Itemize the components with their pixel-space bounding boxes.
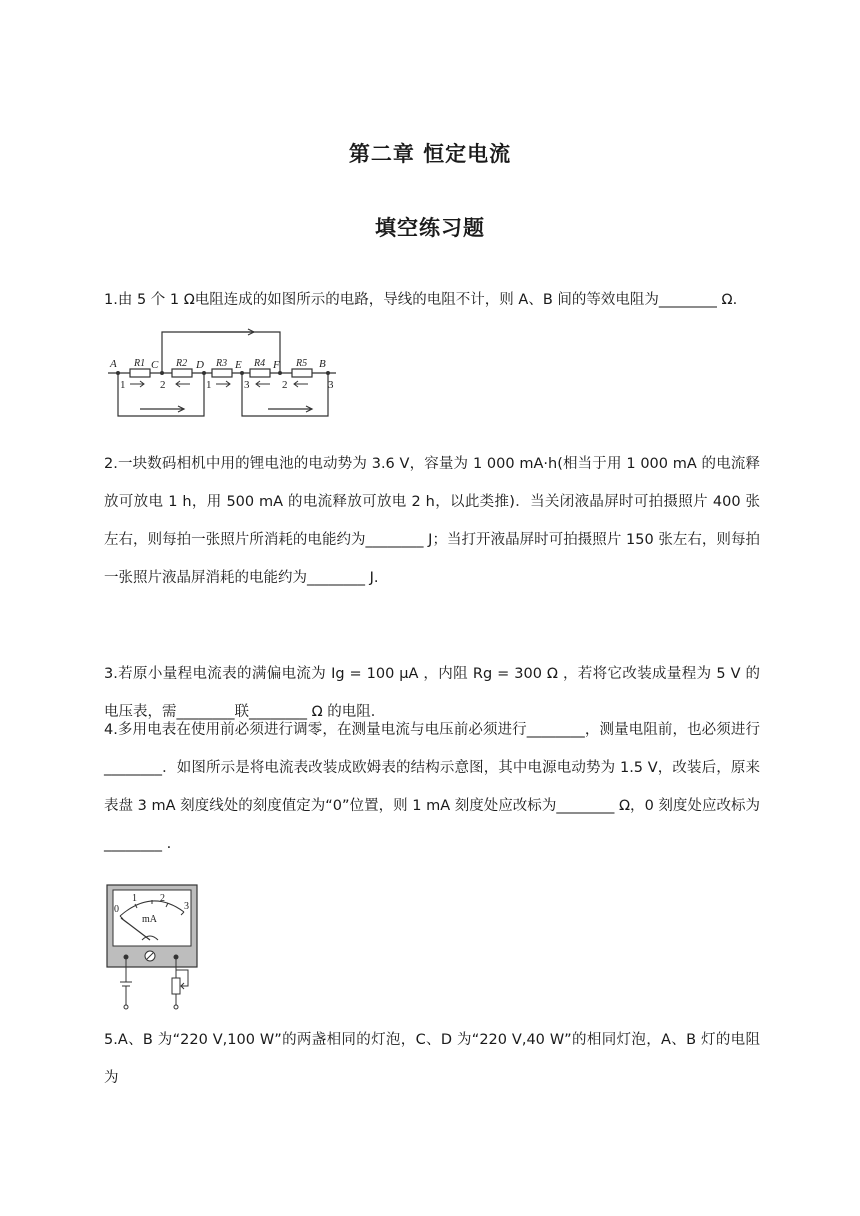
node-label-c: C xyxy=(151,359,159,371)
current-label-6: 3 xyxy=(328,379,334,391)
meter-scale-1: 1 xyxy=(132,893,137,904)
meter-scale-2: 2 xyxy=(160,893,165,904)
resistor-r2 xyxy=(172,369,192,377)
resistor-label-r5: R5 xyxy=(296,358,308,369)
current-label-2: 2 xyxy=(160,379,166,391)
question-3: 3.若原小量程电流表的满偏电流为 Ig = 100 μA ，内阻 Rg = 300 Ω ，若将它改装成量程为 5 V 的电压表，需________联________ Ω 的电阻． xyxy=(104,666,760,720)
meter-diagram xyxy=(104,882,200,1012)
meter-scale-3: 3 xyxy=(184,901,189,912)
node-label-f: F xyxy=(273,359,280,371)
resistor-label-r4: R4 xyxy=(254,358,266,369)
resistor-label-r2: R2 xyxy=(176,358,188,369)
question-4: 4.多用电表在使用前必须进行调零，在测量电流与电压前必须进行________，测量电阻前，也必须进行________．如图所示是将电流表改装成欧姆表的结构示意图，其中电源电动势为 1.5 V，改装后，原来表盘 3 mA 刻度线处的刻度值定为“0”位置，则 1 mA 刻度处应改标为________ Ω，0 刻度处应改标为________ . xyxy=(104,722,760,852)
resistor-label-r1: R1 xyxy=(134,358,146,369)
question-5: 5.A、B 为“220 V,100 W”的两盏相同的灯泡，C、D 为“220 V,40 W”的相同灯泡，A、B 灯的电阻为 xyxy=(104,1032,760,1086)
resistor-r4 xyxy=(250,369,270,377)
node-label-e: E xyxy=(235,359,242,371)
circuit-diagram xyxy=(104,326,340,422)
node-label-b: B xyxy=(319,358,326,370)
current-label-3: 1 xyxy=(206,379,212,391)
resistor-r3 xyxy=(212,369,232,377)
question-2: 2.一块数码相机中用的锂电池的电动势为 3.6 V，容量为 1 000 mA·h(相当于用 1 000 mA 的电流释放可放电 1 h，用 500 mA 的电流释放可放电 2 h，以此类推)．当关闭液晶屏时可拍摄照片 400 张左右，则每拍一张照片所消耗的电能约为________ J；当打开液晶屏时可拍摄照片 150 张左右，则每拍一张照片液晶屏消耗的电能约为________ J. xyxy=(104,456,760,586)
meter-unit: mA xyxy=(142,914,157,925)
current-label-1: 1 xyxy=(120,379,126,391)
section-title: 填空练习题 xyxy=(375,216,485,240)
current-label-5: 2 xyxy=(282,379,288,391)
question-1: 1.由 5 个 1 Ω电阻连成的如图所示的电路，导线的电阻不计，则 A、B 间的等效电阻为________ Ω. xyxy=(104,292,738,308)
node-label-d: D xyxy=(196,359,204,371)
resistor-r5 xyxy=(292,369,312,377)
chapter-title: 第二章 恒定电流 xyxy=(348,142,512,166)
resistor-r1 xyxy=(130,369,150,377)
node-label-a: A xyxy=(110,358,117,370)
meter-scale-0: 0 xyxy=(114,904,119,915)
resistor-label-r3: R3 xyxy=(216,358,228,369)
current-label-4: 3 xyxy=(244,379,250,391)
